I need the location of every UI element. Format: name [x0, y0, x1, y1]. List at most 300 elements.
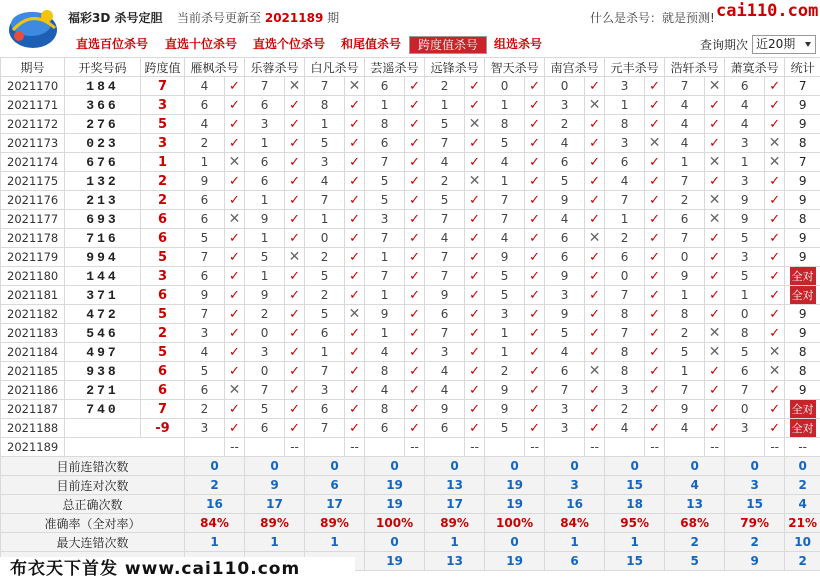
column-header: 跨度值	[141, 58, 185, 77]
check-icon: ✓	[225, 305, 245, 324]
dash-cell: --	[465, 438, 485, 457]
kill-value-cell: 0	[305, 229, 345, 248]
kill-value-cell: 4	[185, 343, 225, 362]
check-icon: ✓	[525, 286, 545, 305]
cross-icon: ✕	[225, 210, 245, 229]
cross-icon: ✕	[705, 210, 725, 229]
kill-value-cell: 4	[425, 362, 465, 381]
kill-value-cell: 6	[605, 153, 645, 172]
stats-value: 5	[665, 552, 725, 571]
table-row	[1, 324, 820, 343]
period-cell: 2021185	[1, 362, 65, 381]
check-icon: ✓	[585, 115, 605, 134]
kill-value-cell: 6	[245, 419, 285, 438]
current-kill-label: 当前期杀号	[65, 438, 185, 457]
kill-value-cell: 7	[425, 134, 465, 153]
stats-row	[1, 533, 820, 552]
check-icon: ✓	[645, 343, 665, 362]
kill-value-cell: 3	[545, 286, 585, 305]
nav-tab-3[interactable]: 和尾值杀号	[341, 37, 402, 51]
stats-value: 2	[185, 476, 245, 495]
update-status: 当前杀号更新至 2021189 期	[177, 11, 340, 25]
kill-value-cell: 2	[185, 134, 225, 153]
kill-value-cell: 6	[605, 248, 645, 267]
stats-label: 目前连错次数	[1, 457, 185, 476]
kill-value-cell: 6	[425, 305, 465, 324]
check-icon: ✓	[405, 419, 425, 438]
check-icon: ✓	[465, 248, 485, 267]
kill-value-cell: 3	[725, 419, 765, 438]
kill-value-cell: 7	[305, 77, 345, 96]
stats-value: 0	[785, 457, 820, 476]
check-icon: ✓	[225, 115, 245, 134]
check-icon: ✓	[585, 172, 605, 191]
stats-value: 17	[425, 495, 485, 514]
table-row	[1, 419, 820, 438]
total-cell	[785, 286, 820, 305]
stats-row	[1, 514, 820, 533]
check-icon: ✓	[645, 248, 665, 267]
stats-value: 15	[605, 476, 665, 495]
check-icon: ✓	[525, 96, 545, 115]
kill-value-cell: 6	[245, 172, 285, 191]
check-icon: ✓	[405, 286, 425, 305]
check-icon: ✓	[645, 267, 665, 286]
cross-icon: ✕	[285, 77, 305, 96]
kill-value-cell: 5	[725, 267, 765, 286]
check-icon: ✓	[285, 134, 305, 153]
kill-value-cell: 2	[605, 400, 645, 419]
check-icon: ✓	[585, 343, 605, 362]
total-cell: 7	[785, 153, 820, 172]
kill-value-cell: 8	[485, 115, 525, 134]
check-icon: ✓	[285, 153, 305, 172]
stats-value: 84%	[545, 514, 605, 533]
check-icon: ✓	[585, 134, 605, 153]
stats-value: 15	[605, 552, 665, 571]
total-cell	[785, 267, 820, 286]
check-icon: ✓	[465, 191, 485, 210]
stats-value: 1	[185, 533, 245, 552]
kill-value-cell: 8	[605, 305, 645, 324]
check-icon: ✓	[765, 400, 785, 419]
check-icon: ✓	[645, 381, 665, 400]
kill-value-cell: 6	[665, 210, 705, 229]
check-icon: ✓	[705, 381, 725, 400]
kill-value-cell: 6	[185, 191, 225, 210]
check-icon: ✓	[525, 210, 545, 229]
check-icon: ✓	[465, 286, 485, 305]
check-icon: ✓	[285, 324, 305, 343]
current-period-row	[1, 438, 820, 457]
kill-value-cell: 7	[665, 381, 705, 400]
check-icon: ✓	[345, 134, 365, 153]
kill-value-cell: 4	[665, 115, 705, 134]
check-icon: ✓	[645, 96, 665, 115]
check-icon: ✓	[345, 210, 365, 229]
check-icon: ✓	[645, 210, 665, 229]
check-icon: ✓	[225, 172, 245, 191]
stats-value: 2	[665, 533, 725, 552]
total-cell: 9	[785, 96, 820, 115]
cross-icon: ✕	[345, 77, 365, 96]
kill-value-cell: 3	[245, 343, 285, 362]
check-icon: ✓	[405, 77, 425, 96]
kill-value-cell: 1	[305, 210, 345, 229]
draw-number-cell: 938	[65, 362, 141, 381]
kill-value-cell: 1	[605, 96, 645, 115]
kill-value-cell: 1	[305, 115, 345, 134]
check-icon: ✓	[585, 153, 605, 172]
period-cell: 2021182	[1, 305, 65, 324]
table-row	[1, 229, 820, 248]
kill-value-cell: 6	[245, 96, 285, 115]
check-icon: ✓	[765, 267, 785, 286]
total-cell: 8	[785, 210, 820, 229]
kill-value-cell: 9	[185, 286, 225, 305]
period-cell: 2021188	[1, 419, 65, 438]
check-icon: ✓	[225, 343, 245, 362]
kill-value-cell: 9	[545, 267, 585, 286]
kill-value-cell: 1	[365, 96, 405, 115]
kill-value-cell: 9	[665, 267, 705, 286]
check-icon: ✓	[345, 343, 365, 362]
check-icon: ✓	[465, 305, 485, 324]
kill-value-cell: 5	[305, 267, 345, 286]
stats-value: 19	[485, 552, 545, 571]
kill-value-cell: 0	[245, 324, 285, 343]
kill-value-cell: 1	[485, 343, 525, 362]
check-icon: ✓	[405, 400, 425, 419]
span-value-cell: 1	[141, 153, 185, 172]
kill-value-cell: 1	[245, 267, 285, 286]
kill-value-cell: 9	[665, 400, 705, 419]
check-icon: ✓	[345, 96, 365, 115]
check-icon: ✓	[525, 172, 545, 191]
kill-value-cell: 6	[185, 267, 225, 286]
kill-value-cell: 4	[605, 172, 645, 191]
kill-value-cell: 3	[545, 96, 585, 115]
table-row	[1, 172, 820, 191]
check-icon: ✓	[765, 286, 785, 305]
check-icon: ✓	[705, 286, 725, 305]
check-icon: ✓	[525, 324, 545, 343]
cross-icon: ✕	[765, 134, 785, 153]
kill-value-cell: 0	[545, 77, 585, 96]
kill-value-cell: 4	[185, 77, 225, 96]
check-icon: ✓	[585, 248, 605, 267]
stats-label: 目前连对次数	[1, 476, 185, 495]
current-kill-value: 2	[485, 438, 525, 457]
stats-value: 0	[605, 457, 665, 476]
kill-value-cell: 4	[305, 172, 345, 191]
period-cell: 2021184	[1, 343, 65, 362]
check-icon: ✓	[465, 400, 485, 419]
table-row	[1, 77, 820, 96]
stats-label: 准确率（全对率）	[1, 514, 185, 533]
stats-value: 0	[725, 457, 785, 476]
table-row	[1, 191, 820, 210]
stats-row	[1, 495, 820, 514]
check-icon: ✓	[765, 381, 785, 400]
dash-cell: --	[585, 438, 605, 457]
stats-value: 4	[785, 495, 820, 514]
check-icon: ✓	[285, 400, 305, 419]
stats-value: 0	[665, 457, 725, 476]
kill-value-cell: 9	[485, 400, 525, 419]
kill-value-cell: 9	[425, 286, 465, 305]
dash-cell: --	[705, 438, 725, 457]
total-cell: 7	[785, 77, 820, 96]
check-icon: ✓	[345, 286, 365, 305]
check-icon: ✓	[225, 362, 245, 381]
check-icon: ✓	[465, 362, 485, 381]
stats-value: 13	[425, 552, 485, 571]
span-value-cell: 7	[141, 400, 185, 419]
table-row	[1, 343, 820, 362]
nav-tab-4[interactable]: 跨度值杀号	[409, 36, 487, 54]
span-value-cell: 3	[141, 134, 185, 153]
kill-value-cell: 9	[365, 305, 405, 324]
check-icon: ✓	[765, 96, 785, 115]
check-icon: ✓	[285, 286, 305, 305]
check-icon: ✓	[585, 381, 605, 400]
kill-value-cell: 9	[545, 305, 585, 324]
stats-value: 1	[245, 533, 305, 552]
check-icon: ✓	[525, 305, 545, 324]
check-icon: ✓	[285, 229, 305, 248]
all-correct-badge: 全对	[790, 419, 816, 437]
kill-value-cell: 5	[545, 172, 585, 191]
draw-number-cell: 132	[65, 172, 141, 191]
column-header: 期号	[1, 58, 65, 77]
kill-value-cell: 2	[245, 305, 285, 324]
kill-value-cell: 1	[425, 96, 465, 115]
check-icon: ✓	[405, 267, 425, 286]
kill-value-cell: 7	[305, 362, 345, 381]
kill-value-cell: 1	[245, 191, 285, 210]
kill-value-cell: 9	[485, 248, 525, 267]
kill-value-cell: 8	[305, 96, 345, 115]
dash-cell: --	[765, 438, 785, 457]
update-period: 2021189	[264, 11, 324, 25]
nav-tab-1[interactable]: 直选十位杀号	[165, 37, 238, 51]
kill-value-cell: 5	[425, 191, 465, 210]
span-value-cell: 6	[141, 362, 185, 381]
kill-value-cell: 6	[185, 210, 225, 229]
draw-number-cell: 994	[65, 248, 141, 267]
cross-icon: ✕	[645, 134, 665, 153]
check-icon: ✓	[405, 229, 425, 248]
kill-value-cell: 6	[545, 248, 585, 267]
check-icon: ✓	[525, 381, 545, 400]
kill-value-cell: 7	[425, 210, 465, 229]
kill-value-cell: 8	[365, 115, 405, 134]
check-icon: ✓	[765, 191, 785, 210]
check-icon: ✓	[525, 343, 545, 362]
check-icon: ✓	[285, 381, 305, 400]
period-cell: 2021170	[1, 77, 65, 96]
kill-value-cell: 5	[365, 191, 405, 210]
kill-value-cell: 1	[485, 172, 525, 191]
stats-value: 1	[305, 533, 365, 552]
kill-value-cell: 9	[245, 286, 285, 305]
stats-value: 3	[545, 476, 605, 495]
stats-value: 79%	[725, 514, 785, 533]
kill-value-cell: 3	[605, 134, 645, 153]
kill-value-cell: 5	[725, 229, 765, 248]
cross-icon: ✕	[225, 153, 245, 172]
kill-value-cell: 1	[365, 324, 405, 343]
check-icon: ✓	[705, 419, 725, 438]
dash-cell: --	[405, 438, 425, 457]
check-icon: ✓	[525, 400, 545, 419]
stats-value: 17	[245, 495, 305, 514]
kill-value-cell: 3	[545, 419, 585, 438]
stats-value: 0	[485, 457, 545, 476]
check-icon: ✓	[585, 191, 605, 210]
table-row	[1, 305, 820, 324]
kill-value-cell: 2	[485, 362, 525, 381]
check-icon: ✓	[345, 191, 365, 210]
check-icon: ✓	[525, 191, 545, 210]
kill-value-cell: 2	[665, 324, 705, 343]
stats-value: 15	[725, 495, 785, 514]
kill-value-cell: 1	[725, 286, 765, 305]
nav-tab-2[interactable]: 直选个位杀号	[253, 37, 326, 51]
kill-value-cell: 7	[425, 267, 465, 286]
kill-value-cell: 7	[665, 172, 705, 191]
stats-value: 0	[485, 533, 545, 552]
kill-value-cell: 7	[305, 191, 345, 210]
check-icon: ✓	[645, 172, 665, 191]
kill-number-table	[0, 57, 820, 571]
check-icon: ✓	[525, 419, 545, 438]
stats-value: 2	[785, 476, 820, 495]
kill-value-cell: 7	[605, 324, 645, 343]
stats-value: 10	[785, 533, 820, 552]
kill-value-cell: 6	[365, 77, 405, 96]
kill-value-cell: 3	[545, 400, 585, 419]
kill-value-cell: 4	[365, 381, 405, 400]
kill-value-cell: 5	[485, 134, 525, 153]
stats-row	[1, 457, 820, 476]
stats-value: 89%	[245, 514, 305, 533]
check-icon: ✓	[705, 248, 725, 267]
check-icon: ✓	[345, 419, 365, 438]
total-cell	[785, 419, 820, 438]
check-icon: ✓	[285, 191, 305, 210]
column-header-killer: 远锋杀号	[425, 58, 485, 77]
nav-tab-0[interactable]: 直选百位杀号	[76, 37, 149, 51]
kill-value-cell: 3	[605, 77, 645, 96]
check-icon: ✓	[585, 286, 605, 305]
kill-value-cell: 4	[725, 96, 765, 115]
period-cell: 2021176	[1, 191, 65, 210]
stats-value: 1	[545, 533, 605, 552]
total-cell: 9	[785, 172, 820, 191]
period-cell: 2021174	[1, 153, 65, 172]
check-icon: ✓	[405, 96, 425, 115]
check-icon: ✓	[525, 267, 545, 286]
kill-value-cell: 3	[725, 172, 765, 191]
draw-number-cell: 497	[65, 343, 141, 362]
kill-value-cell: 2	[425, 77, 465, 96]
dash-cell: --	[345, 438, 365, 457]
kill-value-cell: 6	[185, 381, 225, 400]
check-icon: ✓	[405, 362, 425, 381]
span-value-cell: 6	[141, 210, 185, 229]
kill-value-cell: 3	[425, 343, 465, 362]
check-icon: ✓	[285, 96, 305, 115]
total-cell: 9	[785, 229, 820, 248]
check-icon: ✓	[225, 96, 245, 115]
check-icon: ✓	[705, 134, 725, 153]
dash-cell: --	[225, 438, 245, 457]
check-icon: ✓	[225, 134, 245, 153]
check-icon: ✓	[345, 267, 365, 286]
kill-value-cell: 3	[185, 324, 225, 343]
draw-number-cell: 546	[65, 324, 141, 343]
check-icon: ✓	[765, 210, 785, 229]
all-correct-badge: 全对	[790, 286, 816, 304]
check-icon: ✓	[705, 362, 725, 381]
nav-tab-5[interactable]: 组选杀号	[494, 37, 543, 51]
kill-value-cell: 9	[245, 210, 285, 229]
current-kill-value: 3	[185, 438, 225, 457]
query-period-select[interactable]: 近20期	[752, 35, 816, 54]
kill-value-cell: 7	[425, 324, 465, 343]
table-row	[1, 153, 820, 172]
watermark-text: 布衣天下首发 www.cai110.com	[0, 557, 355, 582]
check-icon: ✓	[705, 267, 725, 286]
column-header-killer: 白凡杀号	[305, 58, 365, 77]
check-icon: ✓	[285, 419, 305, 438]
column-header-killer: 南宫杀号	[545, 58, 605, 77]
period-cell: 2021179	[1, 248, 65, 267]
period-cell: 2021180	[1, 267, 65, 286]
check-icon: ✓	[285, 305, 305, 324]
current-kill-value: 3	[545, 438, 585, 457]
kill-value-cell: 3	[305, 381, 345, 400]
period-cell: 2021175	[1, 172, 65, 191]
kill-value-cell: 3	[245, 115, 285, 134]
kill-value-cell: 9	[485, 381, 525, 400]
span-value-cell: -9	[141, 419, 185, 438]
kill-value-cell: 7	[185, 248, 225, 267]
stats-value: 0	[365, 533, 425, 552]
kill-value-cell: 7	[305, 419, 345, 438]
kill-value-cell: 1	[365, 286, 405, 305]
kill-value-cell: 4	[185, 115, 225, 134]
period-cell: 2021178	[1, 229, 65, 248]
kill-value-cell: 7	[665, 229, 705, 248]
kill-value-cell: 7	[605, 191, 645, 210]
kill-value-cell: 4	[425, 229, 465, 248]
check-icon: ✓	[465, 267, 485, 286]
cross-icon: ✕	[465, 115, 485, 134]
kill-value-cell: 7	[365, 267, 405, 286]
all-correct-badge: 全对	[790, 400, 816, 418]
check-icon: ✓	[345, 400, 365, 419]
table-row	[1, 210, 820, 229]
kill-number-hint-link[interactable]: 什么是杀号：就是预测!	[590, 11, 715, 25]
table-row	[1, 381, 820, 400]
cross-icon: ✕	[585, 362, 605, 381]
stats-value: 1	[425, 533, 485, 552]
check-icon: ✓	[465, 210, 485, 229]
check-icon: ✓	[765, 248, 785, 267]
